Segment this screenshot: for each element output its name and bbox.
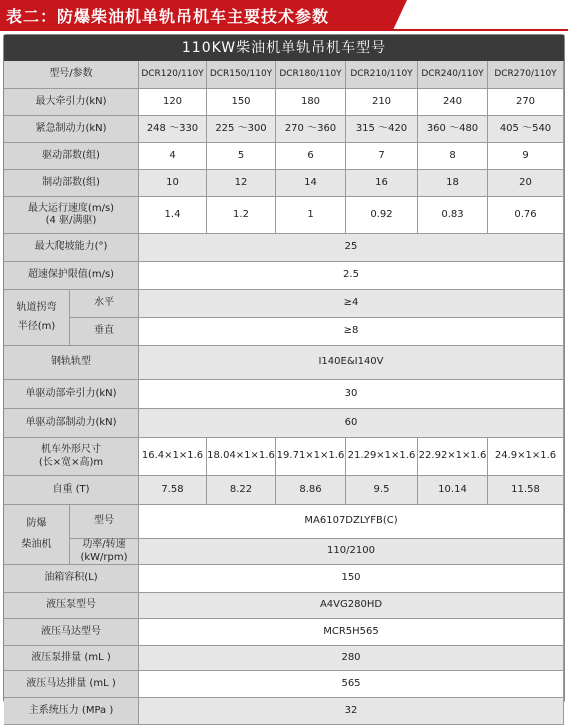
cell-max_speed: 0.92: [346, 197, 418, 234]
model-header: DCR240/110Y: [418, 61, 488, 89]
cell-brake_units: 16: [346, 170, 418, 197]
row-label-max_speed-line-1: 最大运行速度(m/s): [27, 202, 115, 214]
row-label-emergency_brake: 紧急制动力(kN): [4, 116, 139, 143]
row-label-engine: [4, 505, 70, 565]
row-label-weight: 自重 (T): [4, 476, 139, 505]
cell-max_traction: 240: [418, 89, 488, 116]
cell-max_traction: 270: [488, 89, 564, 116]
cell-emergency_brake: 270 ～360: [276, 116, 346, 143]
cell-rail_type: I140E&I140V: [139, 346, 564, 380]
cell-brake_units: 12: [207, 170, 276, 197]
row-label-max_traction: 最大牵引力(kN): [4, 89, 139, 116]
cell-max_speed: 1.4: [139, 197, 207, 234]
row-label-max_speed-line-2: (4 驱/满驱): [45, 215, 97, 226]
engine-model-label: 型号: [70, 505, 139, 539]
horizontal-label: 水平: [70, 290, 139, 318]
row-label-tank: 油箱容积(L): [4, 565, 139, 593]
spec-table: [3, 34, 565, 716]
cell-emergency_brake: 360 ～480: [418, 116, 488, 143]
cell-drive_units: 8: [418, 143, 488, 170]
cell-drive_units: 7: [346, 143, 418, 170]
cell-weight: 9.5: [346, 476, 418, 505]
cell-brake_units: 18: [418, 170, 488, 197]
cell-max_speed: 0.83: [418, 197, 488, 234]
turn-radius-label-line-1: 轨道拐弯: [16, 302, 57, 313]
cell-emergency_brake: 248 ～330: [139, 116, 207, 143]
row-label-dimensions-line-1: 机车外形尺寸: [41, 444, 101, 455]
cell-dimensions: 19.71×1×1.6: [276, 438, 346, 476]
engine-label-line-1: 防爆: [26, 518, 47, 529]
model-header: DCR150/110Y: [207, 61, 276, 89]
model-header: DCR180/110Y: [276, 61, 346, 89]
cell-dimensions: 18.04×1×1.6: [207, 438, 276, 476]
engine-power-label-line-2: (kW/rpm): [80, 551, 128, 563]
cell-drive_units: 4: [139, 143, 207, 170]
row-label-dimensions: [4, 438, 139, 476]
row-label-pump_disp: 液压泵排量 (mL ): [4, 646, 139, 671]
cell-max_traction: 210: [346, 89, 418, 116]
row-label-turn-radius: [4, 290, 70, 346]
cell-single_traction: 30: [139, 380, 564, 409]
row-label-max_climb: 最大爬坡能力(°): [4, 234, 139, 262]
title-banner: [0, 0, 393, 30]
row-label-rail_type: 钢轨轨型: [4, 346, 139, 380]
turn-radius-label-line-2: 半径(m): [17, 320, 56, 332]
cell-brake_units: 20: [488, 170, 564, 197]
cell-drive_units: 6: [276, 143, 346, 170]
cell-weight: 8.22: [207, 476, 276, 505]
cell-dimensions: 22.92×1×1.6: [418, 438, 488, 476]
engine-power-label: [70, 539, 139, 565]
cell-max_traction: 150: [207, 89, 276, 116]
cell-single_brake: 60: [139, 409, 564, 438]
cell-weight: 10.14: [418, 476, 488, 505]
cell-brake_units: 10: [139, 170, 207, 197]
cell-max_speed: 0.76: [488, 197, 564, 234]
engine-power-value: 110/2100: [139, 539, 564, 565]
title-underline: [0, 29, 568, 31]
row-label-pump_model: 液压泵型号: [4, 593, 139, 619]
cell-weight: 11.58: [488, 476, 564, 505]
cell-overspeed: 2.5: [139, 262, 564, 290]
cell-drive_units: 5: [207, 143, 276, 170]
row-label-system_pressure: 主系统压力 (MPa ): [4, 698, 139, 725]
horizontal-value: ≥4: [139, 290, 564, 318]
engine-label-line-2: 柴油机: [21, 538, 52, 550]
row-label-single_traction: 单驱动部牵引力(kN): [4, 380, 139, 409]
row-label-overspeed: 超速保护限值(m/s): [4, 262, 139, 290]
cell-motor_model: MCR5H565: [139, 619, 564, 646]
cell-drive_units: 9: [488, 143, 564, 170]
title-bar: [0, 0, 568, 30]
row-label-motor_model: 液压马达型号: [4, 619, 139, 646]
header-label: 型号/参数: [4, 61, 139, 89]
row-label-max_speed: [4, 197, 139, 234]
cell-pump_model: A4VG280HD: [139, 593, 564, 619]
row-label-single_brake: 单驱动部制动力(kN): [4, 409, 139, 438]
cell-max_climb: 25: [139, 234, 564, 262]
page-title: 表二：防爆柴油机单轨吊机车主要技术参数: [6, 7, 330, 26]
cell-tank: 150: [139, 565, 564, 593]
engine-model-value: MA6107DZLYFB(C): [139, 505, 564, 539]
cell-dimensions: 24.9×1×1.6: [488, 438, 564, 476]
row-label-dimensions-line-2: (长×宽×高)m: [38, 456, 104, 468]
cell-emergency_brake: 315 ～420: [346, 116, 418, 143]
cell-dimensions: 21.29×1×1.6: [346, 438, 418, 476]
vertical-value: ≥8: [139, 318, 564, 346]
cell-dimensions: 16.4×1×1.6: [139, 438, 207, 476]
engine-power-label-line-1: 功率/转速: [82, 539, 126, 550]
cell-max_speed: 1: [276, 197, 346, 234]
cell-brake_units: 14: [276, 170, 346, 197]
cell-max_speed: 1.2: [207, 197, 276, 234]
model-header: DCR120/110Y: [139, 61, 207, 89]
cell-motor_disp: 565: [139, 671, 564, 698]
vertical-label: 垂直: [70, 318, 139, 346]
cell-emergency_brake: 225 ～300: [207, 116, 276, 143]
row-label-motor_disp: 液压马达排量 (mL ): [4, 671, 139, 698]
cell-emergency_brake: 405 ～540: [488, 116, 564, 143]
table-title: 110KW柴油机单轨吊机车型号: [4, 35, 564, 61]
cell-weight: 7.58: [139, 476, 207, 505]
model-header: DCR210/110Y: [346, 61, 418, 89]
cell-weight: 8.86: [276, 476, 346, 505]
model-header: DCR270/110Y: [488, 61, 564, 89]
row-label-drive_units: 驱动部数(组): [4, 143, 139, 170]
cell-max_traction: 180: [276, 89, 346, 116]
cell-max_traction: 120: [139, 89, 207, 116]
cell-system_pressure: 32: [139, 698, 564, 725]
row-label-brake_units: 制动部数(组): [4, 170, 139, 197]
cell-pump_disp: 280: [139, 646, 564, 671]
